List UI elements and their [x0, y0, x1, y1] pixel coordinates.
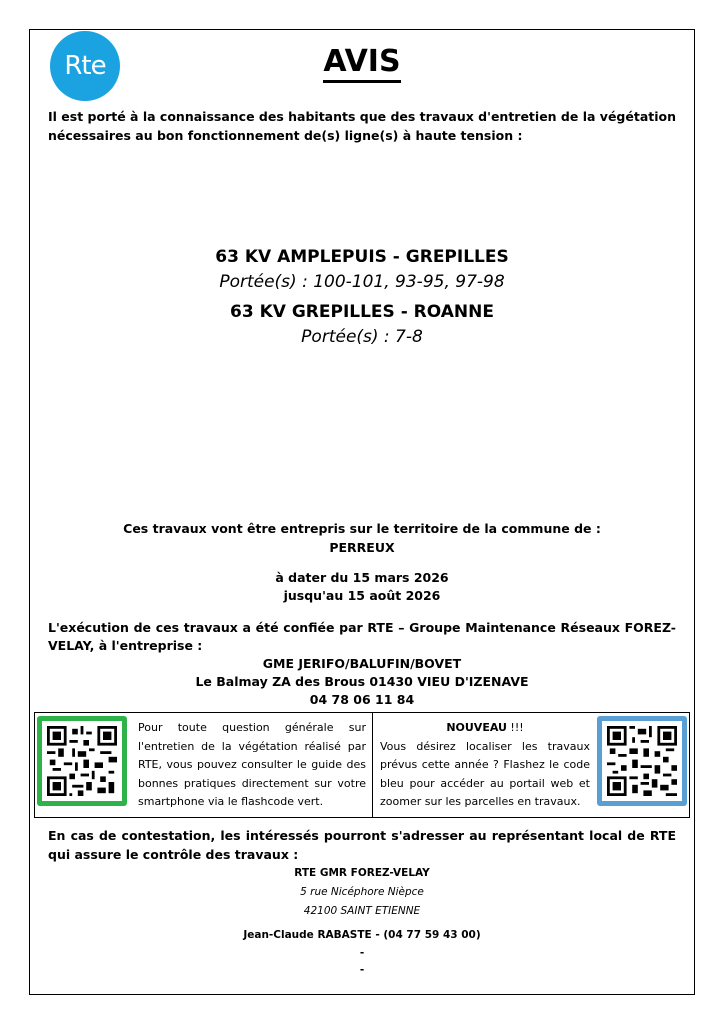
logo-text: Rte [64, 51, 106, 81]
date-from: à dater du 15 mars 2026 [275, 570, 449, 585]
line-name-2: 63 KV GREPILLES - ROANNE [230, 302, 494, 322]
new-label: NOUVEAU [446, 721, 507, 734]
line-spans-1: Portée(s) : 100-101, 93-95, 97-98 [219, 272, 505, 292]
intro-paragraph: Il est porté à la connaissance des habitants que des travaux d'entretien de la végétation nécessaires au bon fonctionnement de(s) ligne(s) à haute tension : [48, 109, 676, 143]
contact-org: RTE GMR FOREZ-VELAY [294, 867, 430, 879]
company-phone: 04 78 06 11 84 [309, 692, 415, 707]
info-right-text: Vous désirez localiser les travaux prévus cette année ? Flashez le code bleu pour accéder au portail web et zoomer sur les parcelles en travaux. [380, 739, 590, 808]
info-divider [372, 713, 373, 817]
qr-code-green[interactable] [37, 716, 127, 806]
info-left-text: Pour toute question générale sur l'entretien de la végétation réalisé par RTE, vous pouvez consulter le guide des bonnes pratiques directement sur votre smartphone via le flashcode vert. [138, 721, 366, 808]
commune-name: PERREUX [329, 540, 395, 555]
info-right-block [380, 719, 590, 812]
new-heading [380, 719, 590, 738]
contact-city: 42100 SAINT ETIENNE [303, 905, 421, 917]
qr-code-blue[interactable] [597, 716, 687, 806]
line-name-1: 63 KV AMPLEPUIS - GREPILLES [215, 247, 509, 267]
territory-text: Ces travaux vont être entrepris sur le territoire de la commune de : [123, 521, 601, 536]
contact-person: Jean-Claude RABASTE - (04 77 59 43 00) [243, 929, 481, 941]
line-spans-2: Portée(s) : 7-8 [301, 327, 423, 347]
qr-green-icon [47, 726, 117, 796]
new-suffix: !!! [506, 721, 524, 734]
title-text: AVIS [323, 44, 400, 83]
contact-street: 5 rue Nicéphore Nièpce [300, 886, 424, 898]
info-box [34, 712, 690, 818]
contact-dash-1: - [359, 947, 365, 959]
contact-dash-2: - [359, 964, 365, 976]
contest-paragraph: En cas de contestation, les intéressés pourront s'adresser au représentant local de RTE qui assure le contrôle des travaux : [48, 828, 676, 862]
page-title [0, 44, 724, 79]
company-address: Le Balmay ZA des Brous 01430 VIEU D'IZENAVE [195, 674, 529, 689]
company-name: GME JERIFO/BALUFIN/BOVET [262, 656, 462, 671]
date-to: jusqu'au 15 août 2026 [283, 588, 441, 603]
qr-blue-icon [607, 726, 677, 796]
execution-paragraph: L'exécution de ces travaux a été confiée par RTE – Groupe Maintenance Réseaux FOREZ-VELAY, à l'entreprise : [48, 620, 676, 653]
